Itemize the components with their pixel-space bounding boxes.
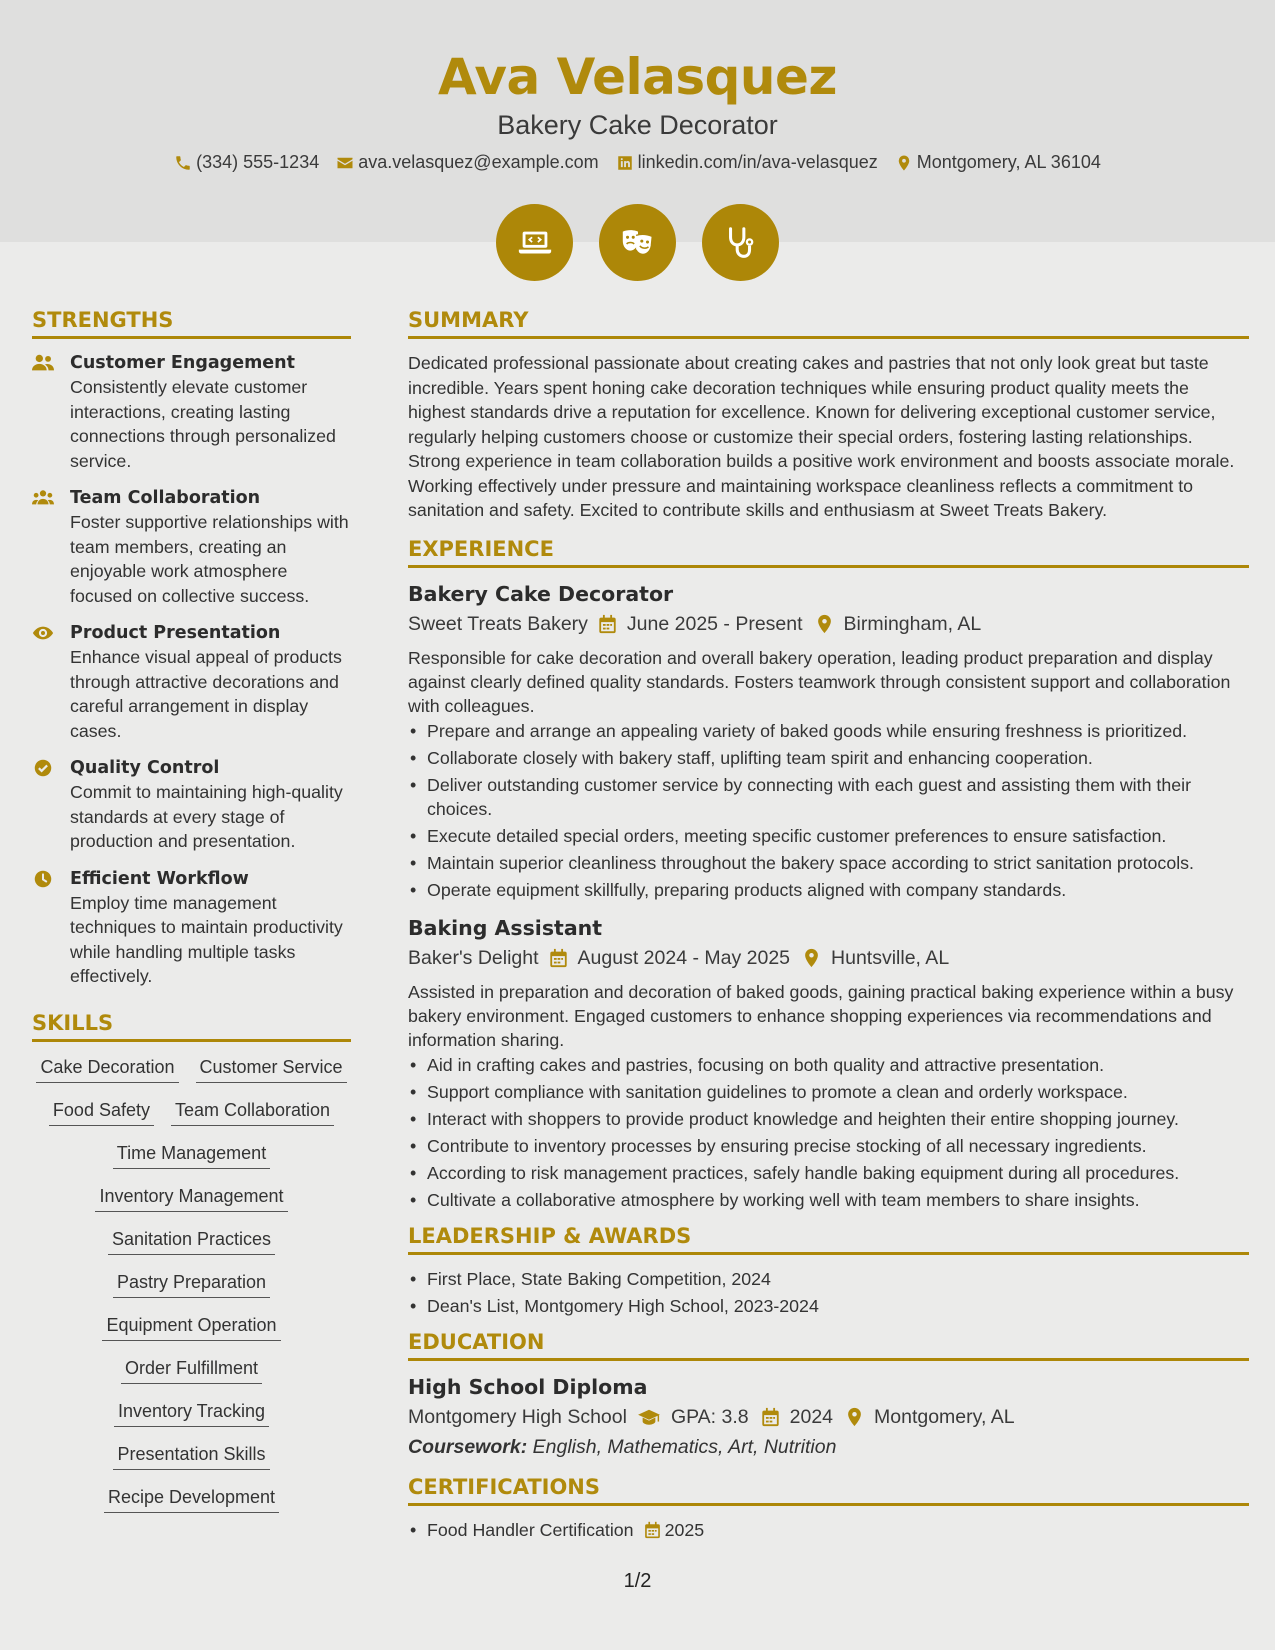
strength-desc: Commit to maintaining high-quality standards at every stage of production and presentation. bbox=[70, 782, 343, 851]
linkedin-text: linkedin.com/in/ava-velasquez bbox=[637, 152, 878, 172]
education-year: 2024 bbox=[789, 1405, 834, 1428]
education-location: Montgomery, AL bbox=[874, 1405, 1015, 1428]
job-bullet: • Cultivate a collaborative atmosphere by working well with team members to share insights. bbox=[408, 1188, 1249, 1212]
map-pin-icon bbox=[845, 1407, 864, 1427]
skill-tag: Inventory Tracking bbox=[114, 1398, 269, 1427]
leadership-list bbox=[408, 1267, 1249, 1318]
skill-tag: Inventory Management bbox=[95, 1183, 287, 1212]
certification-name: • Food Handler Certification bbox=[427, 1519, 634, 1540]
skill-tag: Equipment Operation bbox=[102, 1312, 280, 1341]
theater-masks-icon bbox=[619, 224, 657, 262]
skill-tag: Recipe Development bbox=[104, 1484, 279, 1513]
skill-tag: Pastry Preparation bbox=[113, 1269, 270, 1298]
interest-badges bbox=[0, 204, 1275, 281]
job-bullet: • Support compliance with sanitation guidelines to promote a clean and orderly workspace. bbox=[408, 1080, 1249, 1104]
strength-desc: Enhance visual appeal of products through attractive decorations and careful arrangement in display cases. bbox=[70, 647, 342, 741]
summary-heading: SUMMARY bbox=[408, 308, 1249, 339]
coursework-label: Coursework: bbox=[408, 1435, 528, 1458]
skill-tag: Order Fulfillment bbox=[121, 1355, 262, 1384]
strength-item bbox=[32, 351, 351, 473]
skill-tag: Presentation Skills bbox=[113, 1441, 269, 1470]
job-bullet: • Prepare and arrange an appealing variety of baked goods while ensuring freshness is prioritized. bbox=[408, 719, 1249, 743]
job-bullet: • Contribute to inventory processes by ensuring precise stocking of all necessary ingredients. bbox=[408, 1134, 1249, 1158]
candidate-title: Bakery Cake Decorator bbox=[497, 110, 778, 140]
certifications-list bbox=[408, 1518, 1249, 1542]
map-pin-icon bbox=[802, 948, 821, 968]
email-text: ava.velasquez@example.com bbox=[358, 152, 599, 172]
laptop-code-icon bbox=[516, 224, 554, 262]
map-pin-icon bbox=[815, 614, 834, 634]
skills-list bbox=[32, 1054, 351, 1513]
strength-item bbox=[32, 756, 351, 854]
strength-title: Team Collaboration bbox=[70, 488, 261, 508]
people-group-icon bbox=[32, 488, 54, 508]
envelope-icon bbox=[336, 154, 354, 172]
strength-desc: Consistently elevate customer interactions, creating lasting connections through personalized service. bbox=[70, 377, 336, 471]
clock-icon bbox=[32, 869, 54, 889]
job-entry bbox=[408, 580, 1249, 902]
certification-year: 2025 bbox=[664, 1519, 705, 1540]
job-bullets bbox=[408, 719, 1249, 902]
theater-masks-badge bbox=[599, 204, 676, 281]
education-heading: EDUCATION bbox=[408, 1330, 1249, 1361]
calendar-icon bbox=[644, 1521, 661, 1539]
strength-item bbox=[32, 867, 351, 989]
location-text: Montgomery, AL 36104 bbox=[916, 152, 1101, 172]
job-bullet: • Maintain superior cleanliness throughout the bakery space according to strict sanitation protocols. bbox=[408, 851, 1249, 875]
stethoscope-badge bbox=[702, 204, 779, 281]
job-location: Birmingham, AL bbox=[843, 612, 982, 635]
contact-phone[interactable] bbox=[174, 152, 319, 173]
award-item: • First Place, State Baking Competition, 2024 bbox=[408, 1267, 1249, 1291]
job-meta bbox=[408, 608, 1249, 640]
job-desc: Responsible for cake decoration and overall bakery operation, leading product preparation and display against clearly defined quality standards. Fosters teamwork through consistent support and collaboration with colleagues. bbox=[408, 647, 1231, 716]
certifications-heading: CERTIFICATIONS bbox=[408, 1475, 1249, 1506]
calendar-icon bbox=[549, 948, 568, 968]
graduation-cap-icon bbox=[637, 1407, 661, 1427]
phone-icon bbox=[174, 154, 192, 172]
strength-item bbox=[32, 621, 351, 743]
contact-bar bbox=[0, 152, 1275, 173]
job-company: Sweet Treats Bakery bbox=[408, 612, 588, 635]
candidate-name: Ava Velasquez bbox=[437, 48, 838, 106]
award-item: • Dean's List, Montgomery High School, 2023-2024 bbox=[408, 1294, 1249, 1318]
eye-icon bbox=[32, 623, 54, 643]
job-company: Baker's Delight bbox=[408, 946, 539, 969]
left-column bbox=[32, 308, 351, 1513]
calendar-icon bbox=[761, 1407, 780, 1427]
certification-item bbox=[408, 1518, 1249, 1542]
strength-title: Customer Engagement bbox=[70, 353, 296, 373]
skill-tag: Food Safety bbox=[49, 1097, 154, 1126]
job-bullet: • Execute detailed special orders, meeting specific customer preferences to ensure satisfaction. bbox=[408, 824, 1249, 848]
job-bullet: • Collaborate closely with bakery staff, uplifting team spirit and enhancing cooperation. bbox=[408, 746, 1249, 770]
page-number: 1/2 bbox=[623, 1570, 652, 1592]
skills-heading: SKILLS bbox=[32, 1011, 351, 1042]
coursework-list: English, Mathematics, Art, Nutrition bbox=[532, 1435, 837, 1458]
leadership-heading: LEADERSHIP & AWARDS bbox=[408, 1224, 1249, 1255]
skill-tag: Cake Decoration bbox=[36, 1054, 178, 1083]
job-meta bbox=[408, 942, 1249, 974]
job-bullet: • Aid in crafting cakes and pastries, focusing on both quality and attractive presentation. bbox=[408, 1053, 1249, 1077]
job-bullet: • Deliver outstanding customer service by connecting with each guest and assisting them with their choices. bbox=[408, 773, 1249, 821]
education-degree: High School Diploma bbox=[408, 1374, 648, 1399]
contact-email[interactable] bbox=[336, 152, 598, 173]
laptop-code-badge bbox=[496, 204, 573, 281]
summary-text: Dedicated professional passionate about creating cakes and pastries that not only look great but taste incredible. Years spent honing cake decoration techniques while ensuring product quality meets the highest standards drive a reputation for excellence. Known for delivering exceptional customer service, regularly helping customers choose or customize their special orders, fostering lasting relationships. Strong experience in team collaboration builds a positive work environment and boosts associate morale. Working effectively under pressure and maintaining workspace cleanliness reflects a commitment to sanitation and safety. Excited to contribute skills and enthusiasm at Sweet Treats Bakery. bbox=[408, 353, 1235, 520]
job-dates: August 2024 - May 2025 bbox=[577, 946, 791, 969]
linkedin-icon bbox=[616, 154, 634, 172]
strength-title: Efficient Workflow bbox=[70, 868, 249, 889]
contact-location bbox=[895, 152, 1101, 173]
strength-desc: Foster supportive relationships with team members, creating an enjoyable work atmosphere focused on collective success. bbox=[70, 512, 349, 606]
strength-desc: Employ time management techniques to maintain productivity while handling multiple tasks effectively. bbox=[70, 892, 343, 986]
education-meta bbox=[408, 1401, 1249, 1433]
skill-tag: Sanitation Practices bbox=[108, 1226, 275, 1255]
job-title: Baking Assistant bbox=[408, 915, 603, 940]
check-circle-icon bbox=[32, 758, 54, 778]
strength-title: Product Presentation bbox=[70, 623, 281, 643]
job-location: Huntsville, AL bbox=[831, 946, 950, 969]
education-school: Montgomery High School bbox=[408, 1405, 627, 1428]
job-bullet: • Interact with shoppers to provide product knowledge and heighten their entire shopping journey. bbox=[408, 1107, 1249, 1131]
skill-tag: Customer Service bbox=[196, 1054, 347, 1083]
experience-heading: EXPERIENCE bbox=[408, 537, 1249, 568]
job-entry bbox=[408, 914, 1249, 1212]
right-column bbox=[408, 308, 1249, 1554]
job-bullets bbox=[408, 1053, 1249, 1212]
job-dates: June 2025 - Present bbox=[626, 612, 803, 635]
job-bullet: • According to risk management practices, safely handle baking equipment during all procedures. bbox=[408, 1161, 1249, 1185]
stethoscope-icon bbox=[722, 224, 760, 262]
job-bullet: • Operate equipment skillfully, preparing products aligned with company standards. bbox=[408, 878, 1249, 902]
job-title: Bakery Cake Decorator bbox=[408, 581, 674, 606]
map-pin-icon bbox=[895, 154, 913, 172]
calendar-icon bbox=[598, 614, 617, 634]
coursework bbox=[408, 1433, 1249, 1461]
job-desc: Assisted in preparation and decoration of baked goods, gaining practical baking experience within a busy bakery environment. Engaged customers to enhance shopping experiences via recommendations and information sharing. bbox=[408, 981, 1234, 1050]
strength-title: Quality Control bbox=[70, 758, 220, 778]
skill-tag: Team Collaboration bbox=[171, 1097, 334, 1126]
users-icon bbox=[32, 353, 54, 373]
skill-tag: Time Management bbox=[113, 1140, 270, 1169]
education-gpa: GPA: 3.8 bbox=[670, 1405, 749, 1428]
phone-text: (334) 555-1234 bbox=[196, 152, 320, 172]
strengths-heading: STRENGTHS bbox=[32, 308, 351, 339]
strength-item bbox=[32, 486, 351, 608]
contact-linkedin[interactable] bbox=[616, 152, 878, 173]
